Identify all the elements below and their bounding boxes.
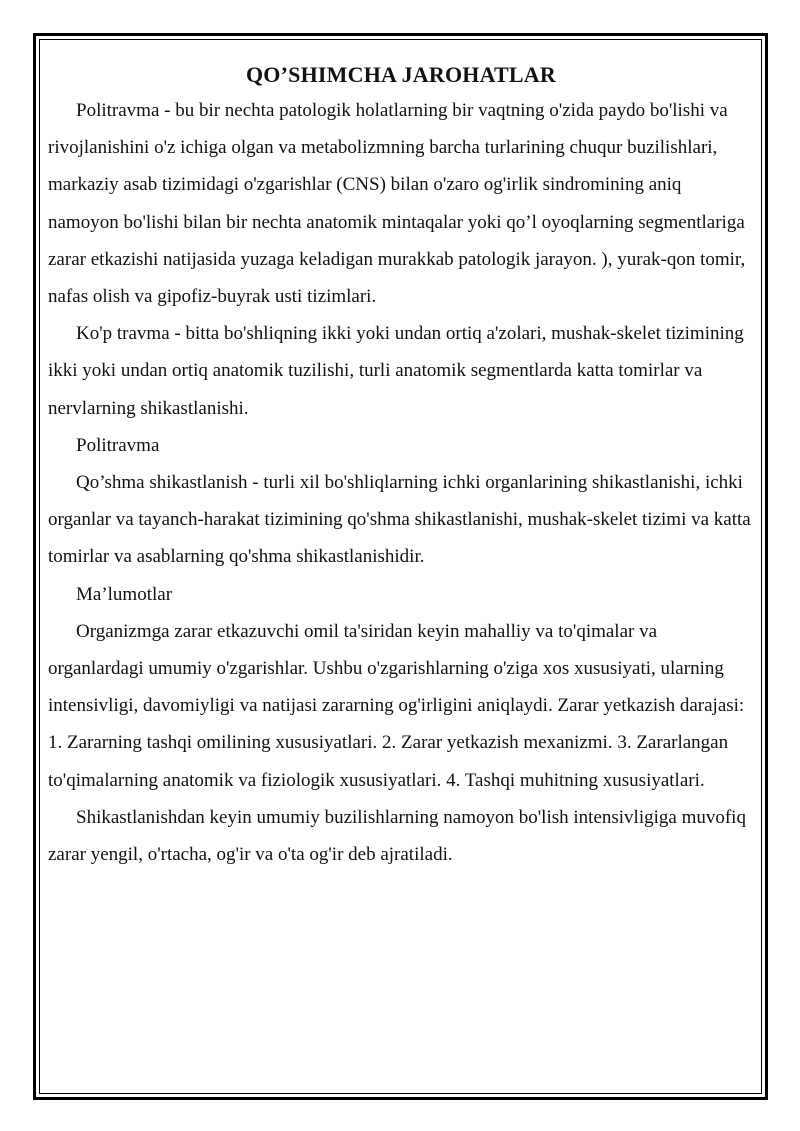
paragraph-organizm-changes: Organizmga zarar etkazuvchi omil ta'siridan keyin mahalliy va to'qimalar va organlardagi umumiy o'zgarishlar. Ushbu o'zgarishlarning o'ziga xos xususiyati, ularning intensivligi, davomiyligi va natijasi zararning og'irligini aniqlaydi. Zarar yetkazish darajasi: 1. Zararning tashqi omilining xususiyatlari. 2. Zarar yetkazish mexanizmi. 3. Zararlangan to'qimalarning anatomik va fiziologik xususiyatlari. 4. Tashqi muhitning xususiyatlari. [48, 620, 745, 791]
paragraph-politravma-heading: Politravma [76, 434, 160, 456]
document-title: QO’SHIMCHA JAROHATLAR [246, 62, 556, 87]
paragraph-politravma-definition: Politravma - bu bir nechta patologik holatlarning bir vaqtning o'zida paydo bo'lishi va rivojlanishini o'z ichiga olgan va metabolizmning barcha turlarining chuqur buzilishlari, markaziy asab tizimidagi o'zgarishlar (CNS) bilan o'zaro og'irlik sindromining aniq namoyon bo'lishi bilan bir nechta anatomik mintaqalar yoki qo’l oyoqlarning segmentlariga zarar etkazishi natijasida yuzaga keladigan murakkab patologik jarayon. ), yurak-qon tomir, nafas olish va gipofiz-buyrak usti tizimlari. [48, 100, 746, 308]
paragraph-malumotlar-heading: Ma’lumotlar [76, 583, 173, 605]
paragraph-kop-travma-definition: Ko'p travma - bitta bo'shliqning ikki yoki undan ortiq a'zolari, mushak-skelet tizimining ikki yoki undan ortiq anatomik tuzilishi, turli anatomik segmentlarda katta tomirlar va nervlarning shikastlanishi. [48, 323, 744, 419]
paragraph-qoshma-shikastlanish: Qo’shma shikastlanish - turli xil bo'shliqlarning ichki organlarining shikastlanishi, ichki organlar va tayanch-harakat tizimining qo'shma shikastlanishi, mushak-skelet tizimi va katta tomirlar va asablarning qo'shma shikastlanishidir. [48, 472, 751, 568]
document-body [48, 58, 754, 873]
paragraph-severity-classification: Shikastlanishdan keyin umumiy buzilishlarning namoyon bo'lish intensivligiga muvofiq zarar yengil, o'rtacha, og'ir va o'ta og'ir deb ajratiladi. [48, 806, 746, 866]
